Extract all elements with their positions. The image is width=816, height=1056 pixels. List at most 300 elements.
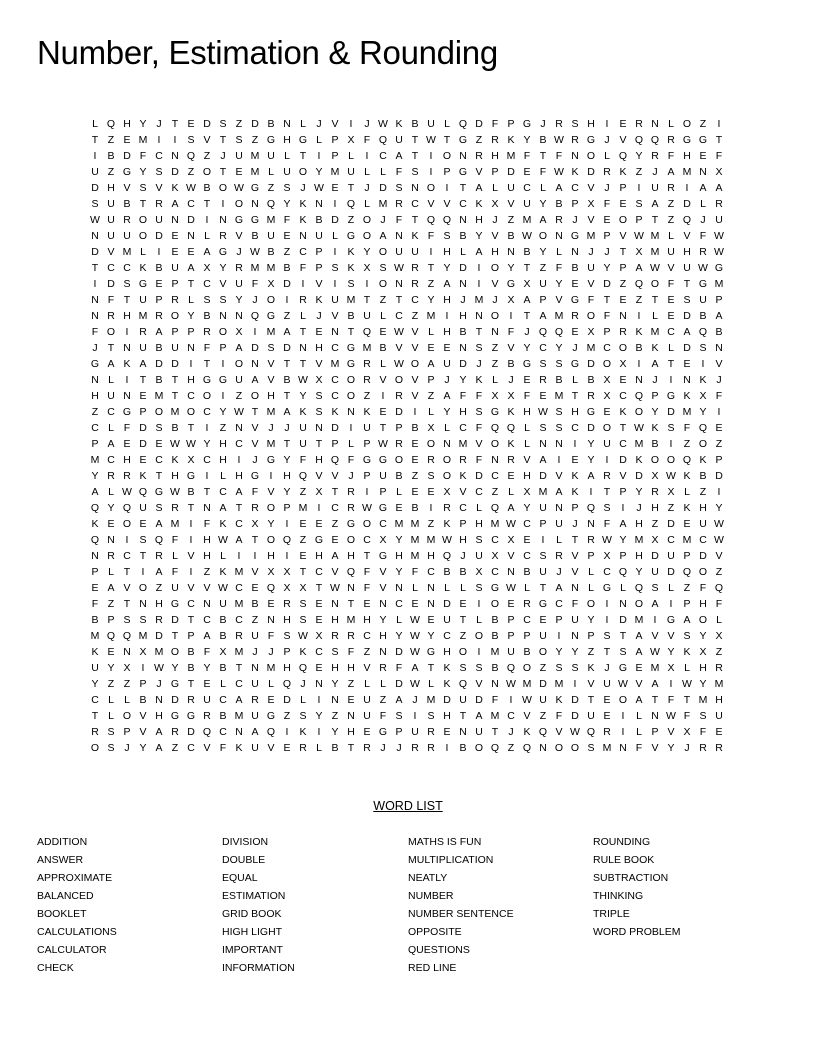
grid-letter: S: [619, 646, 627, 658]
grid-letter: E: [331, 534, 339, 546]
grid-letter: M: [634, 614, 644, 626]
grid-letter: P: [331, 438, 339, 450]
grid-letter: L: [364, 678, 370, 690]
grid-letter: U: [171, 342, 179, 354]
grid-letter: I: [381, 390, 385, 402]
grid-letter: L: [444, 582, 450, 594]
grid-letter: Y: [203, 438, 211, 450]
grid-letter: J: [604, 134, 610, 146]
grid-letter: J: [572, 214, 578, 226]
grid-letter: J: [540, 118, 546, 130]
grid-letter: U: [651, 566, 659, 578]
grid-letter: V: [651, 630, 659, 642]
grid-letter: L: [300, 118, 306, 130]
grid-letter: S: [459, 662, 467, 674]
grid-letter: B: [251, 598, 259, 610]
grid-letter: N: [491, 454, 499, 466]
grid-letter: R: [251, 694, 259, 706]
grid-letter: Y: [363, 246, 371, 258]
grid-letter: A: [715, 182, 723, 194]
grid-letter: L: [684, 486, 690, 498]
grid-letter: R: [427, 726, 435, 738]
grid-letter: K: [171, 182, 179, 194]
grid-letter: K: [139, 470, 147, 482]
grid-letter: K: [475, 198, 483, 210]
grid-letter: U: [251, 742, 259, 754]
grid-letter: Z: [587, 646, 595, 658]
grid-letter: Z: [539, 710, 547, 722]
grid-row: [87, 212, 729, 228]
grid-letter: F: [635, 742, 643, 754]
grid-letter: K: [299, 214, 307, 226]
grid-letter: G: [458, 166, 468, 178]
grid-letter: F: [91, 326, 99, 338]
grid-letter: V: [507, 198, 515, 210]
grid-letter: X: [235, 326, 243, 338]
grid-letter: R: [139, 326, 147, 338]
grid-letter: Y: [331, 678, 339, 690]
grid-letter: S: [667, 422, 675, 434]
grid-letter: D: [107, 278, 115, 290]
grid-letter: F: [395, 166, 403, 178]
grid-letter: G: [522, 358, 532, 370]
grid-letter: L: [124, 694, 130, 706]
grid-letter: O: [538, 646, 548, 658]
grid-letter: Y: [283, 198, 291, 210]
grid-letter: W: [554, 134, 564, 146]
grid-letter: L: [588, 566, 594, 578]
grid-letter: I: [509, 310, 513, 322]
grid-letter: U: [539, 566, 547, 578]
grid-letter: Y: [523, 342, 531, 354]
grid-letter: D: [187, 214, 195, 226]
grid-letter: A: [251, 374, 259, 386]
grid-letter: A: [635, 262, 643, 274]
grid-letter: Z: [539, 262, 547, 274]
grid-letter: N: [203, 598, 211, 610]
grid-letter: N: [395, 582, 403, 594]
grid-letter: X: [651, 534, 659, 546]
grid-letter: F: [683, 422, 691, 434]
grid-letter: G: [266, 310, 276, 322]
grid-letter: J: [252, 454, 258, 466]
grid-letter: M: [266, 326, 276, 338]
grid-letter: C: [315, 646, 323, 658]
grid-letter: E: [635, 662, 643, 674]
grid-letter: Q: [330, 454, 340, 466]
grid-letter: E: [155, 438, 163, 450]
grid-letter: U: [667, 550, 675, 562]
grid-letter: Y: [219, 406, 227, 418]
grid-letter: T: [187, 422, 195, 434]
grid-letter: M: [426, 310, 436, 322]
grid-letter: W: [650, 646, 660, 658]
grid-letter: A: [235, 694, 243, 706]
grid-letter: Z: [363, 390, 371, 402]
grid-letter: C: [619, 438, 627, 450]
grid-letter: U: [667, 246, 675, 258]
grid-letter: Y: [139, 166, 147, 178]
grid-letter: O: [362, 518, 372, 530]
grid-letter: X: [283, 582, 291, 594]
grid-letter: E: [139, 518, 147, 530]
grid-letter: J: [284, 422, 290, 434]
grid-letter: V: [491, 230, 499, 242]
grid-letter: H: [187, 374, 195, 386]
grid-letter: Q: [266, 726, 276, 738]
grid-letter: B: [155, 342, 163, 354]
grid-letter: C: [219, 726, 227, 738]
grid-letter: D: [283, 278, 291, 290]
grid-letter: O: [490, 310, 500, 322]
grid-letter: E: [363, 598, 371, 610]
grid-letter: I: [557, 454, 561, 466]
grid-letter: Y: [635, 150, 643, 162]
grid-letter: L: [556, 246, 562, 258]
grid-letter: O: [634, 406, 644, 418]
grid-letter: E: [315, 326, 323, 338]
grid-letter: V: [251, 566, 259, 578]
grid-letter: N: [347, 710, 355, 722]
grid-letter: U: [571, 614, 579, 626]
grid-letter: T: [203, 486, 211, 498]
grid-letter: H: [459, 406, 467, 418]
grid-row: [87, 660, 729, 676]
grid-letter: L: [108, 694, 114, 706]
grid-letter: Y: [587, 438, 595, 450]
grid-letter: M: [634, 438, 644, 450]
grid-letter: H: [443, 326, 451, 338]
grid-letter: U: [363, 694, 371, 706]
grid-letter: B: [187, 662, 195, 674]
grid-letter: Q: [506, 422, 516, 434]
grid-letter: Y: [635, 566, 643, 578]
grid-letter: K: [555, 694, 563, 706]
grid-letter: U: [459, 694, 467, 706]
grid-letter: V: [715, 550, 723, 562]
grid-letter: W: [714, 518, 724, 530]
grid-letter: H: [155, 598, 163, 610]
grid-letter: B: [155, 262, 163, 274]
grid-letter: D: [635, 470, 643, 482]
grid-letter: M: [410, 534, 420, 546]
grid-letter: R: [427, 454, 435, 466]
grid-letter: Y: [699, 678, 707, 690]
grid-letter: H: [267, 550, 275, 562]
grid-letter: H: [683, 150, 691, 162]
grid-letter: L: [716, 614, 722, 626]
grid-letter: Z: [299, 486, 307, 498]
grid-letter: H: [347, 662, 355, 674]
grid-letter: R: [107, 310, 115, 322]
grid-letter: W: [634, 422, 644, 434]
grid-letter: R: [619, 326, 627, 338]
grid-letter: T: [91, 134, 99, 146]
grid-letter: V: [267, 486, 275, 498]
grid-letter: S: [427, 470, 435, 482]
grid-letter: P: [619, 550, 627, 562]
grid-letter: N: [491, 326, 499, 338]
grid-letter: L: [668, 582, 674, 594]
grid-letter: L: [524, 438, 530, 450]
grid-letter: K: [683, 470, 691, 482]
grid-letter: E: [379, 326, 387, 338]
grid-letter: R: [299, 742, 307, 754]
grid-letter: P: [107, 614, 115, 626]
grid-letter: J: [524, 326, 530, 338]
grid-letter: H: [123, 454, 131, 466]
grid-letter: L: [428, 326, 434, 338]
grid-letter: O: [234, 198, 244, 210]
grid-letter: G: [602, 582, 612, 594]
grid-letter: D: [699, 550, 707, 562]
grid-letter: Q: [202, 726, 212, 738]
grid-letter: O: [538, 230, 548, 242]
grid-letter: K: [571, 470, 579, 482]
word-list-item: SUBTRACTION: [593, 872, 669, 884]
grid-letter: X: [667, 486, 675, 498]
grid-letter: S: [571, 118, 579, 130]
grid-letter: G: [378, 454, 388, 466]
grid-letter: L: [652, 310, 658, 322]
grid-letter: S: [187, 134, 195, 146]
grid-letter: Y: [283, 486, 291, 498]
grid-letter: V: [587, 182, 595, 194]
grid-letter: H: [395, 550, 403, 562]
grid-letter: H: [459, 310, 467, 322]
grid-letter: E: [603, 710, 611, 722]
grid-letter: N: [123, 390, 131, 402]
grid-letter: B: [155, 374, 163, 386]
grid-letter: C: [203, 614, 211, 626]
grid-row: [87, 228, 729, 244]
grid-letter: P: [91, 438, 99, 450]
grid-letter: W: [410, 630, 420, 642]
grid-letter: I: [621, 726, 625, 738]
word-list-item: APPROXIMATE: [37, 872, 113, 884]
grid-letter: Y: [699, 406, 707, 418]
grid-letter: K: [507, 134, 515, 146]
grid-letter: W: [186, 438, 196, 450]
grid-letter: P: [171, 326, 179, 338]
grid-letter: O: [362, 214, 372, 226]
word-list-item: ADDITION: [37, 836, 88, 848]
grid-letter: Q: [618, 150, 628, 162]
grid-letter: H: [699, 662, 707, 674]
grid-letter: S: [203, 294, 211, 306]
grid-letter: I: [205, 470, 209, 482]
grid-letter: U: [203, 694, 211, 706]
grid-letter: W: [442, 534, 452, 546]
grid-letter: D: [123, 150, 131, 162]
grid-letter: V: [619, 230, 627, 242]
grid-letter: P: [539, 294, 547, 306]
grid-letter: A: [411, 662, 419, 674]
grid-letter: I: [237, 550, 241, 562]
grid-letter: P: [187, 326, 195, 338]
grid-letter: C: [395, 598, 403, 610]
grid-letter: X: [683, 726, 691, 738]
grid-letter: X: [251, 518, 259, 530]
grid-letter: X: [315, 630, 323, 642]
grid-letter: E: [427, 342, 435, 354]
grid-letter: Z: [347, 678, 355, 690]
grid-letter: R: [379, 662, 387, 674]
grid-letter: I: [669, 438, 673, 450]
grid-letter: D: [91, 182, 99, 194]
grid-letter: T: [283, 358, 291, 370]
grid-letter: Z: [123, 678, 131, 690]
grid-letter: O: [266, 502, 276, 514]
grid-letter: S: [603, 502, 611, 514]
grid-letter: X: [283, 566, 291, 578]
grid-letter: C: [459, 198, 467, 210]
grid-letter: C: [203, 406, 211, 418]
grid-letter: E: [571, 454, 579, 466]
grid-letter: D: [155, 630, 163, 642]
grid-letter: D: [651, 550, 659, 562]
grid-letter: J: [364, 118, 370, 130]
grid-letter: V: [427, 198, 435, 210]
grid-letter: W: [634, 230, 644, 242]
grid-letter: W: [682, 678, 692, 690]
grid-letter: G: [570, 294, 580, 306]
grid-letter: I: [621, 502, 625, 514]
grid-letter: I: [285, 518, 289, 530]
grid-row: [87, 644, 729, 660]
grid-letter: A: [555, 582, 563, 594]
grid-letter: L: [540, 182, 546, 194]
grid-letter: C: [523, 518, 531, 530]
grid-letter: R: [603, 166, 611, 178]
grid-letter: I: [189, 534, 193, 546]
grid-letter: C: [555, 598, 563, 610]
grid-letter: U: [443, 614, 451, 626]
grid-letter: Z: [699, 118, 707, 130]
grid-letter: G: [346, 358, 356, 370]
grid-letter: C: [219, 486, 227, 498]
grid-letter: I: [333, 246, 337, 258]
grid-letter: C: [363, 630, 371, 642]
grid-letter: F: [171, 566, 179, 578]
grid-letter: P: [715, 454, 723, 466]
word-list-item: HIGH LIGHT: [222, 926, 283, 938]
grid-letter: W: [170, 486, 180, 498]
grid-letter: H: [171, 470, 179, 482]
grid-letter: T: [603, 294, 611, 306]
grid-letter: A: [155, 742, 163, 754]
grid-letter: P: [315, 246, 323, 258]
grid-letter: B: [491, 662, 499, 674]
page-title: Number, Estimation & Rounding: [37, 34, 498, 71]
grid-letter: T: [523, 310, 531, 322]
grid-letter: N: [459, 278, 467, 290]
grid-letter: H: [635, 518, 643, 530]
grid-letter: N: [91, 374, 99, 386]
grid-letter: P: [331, 134, 339, 146]
grid-letter: E: [395, 502, 403, 514]
grid-letter: D: [155, 230, 163, 242]
grid-letter: A: [475, 182, 483, 194]
grid-letter: T: [363, 550, 371, 562]
grid-letter: U: [331, 294, 339, 306]
grid-letter: I: [221, 358, 225, 370]
grid-letter: X: [219, 646, 227, 658]
grid-letter: A: [427, 358, 435, 370]
grid-letter: N: [299, 342, 307, 354]
grid-letter: Y: [219, 262, 227, 274]
grid-letter: U: [603, 678, 611, 690]
grid-letter: N: [171, 214, 179, 226]
grid-letter: V: [571, 550, 579, 562]
grid-letter: M: [650, 230, 660, 242]
grid-letter: X: [187, 454, 195, 466]
grid-letter: L: [380, 310, 386, 322]
grid-letter: G: [682, 134, 692, 146]
grid-letter: U: [235, 278, 243, 290]
grid-letter: N: [91, 550, 99, 562]
grid-letter: N: [395, 230, 403, 242]
grid-letter: X: [427, 422, 435, 434]
grid-letter: T: [171, 118, 179, 130]
grid-letter: T: [347, 182, 355, 194]
grid-letter: L: [108, 710, 114, 722]
grid-row: [87, 196, 729, 212]
grid-letter: L: [108, 374, 114, 386]
grid-letter: R: [235, 630, 243, 642]
grid-letter: B: [571, 262, 579, 274]
grid-letter: W: [714, 230, 724, 242]
grid-letter: U: [443, 358, 451, 370]
grid-letter: N: [379, 598, 387, 610]
grid-letter: U: [475, 726, 483, 738]
grid-letter: A: [475, 246, 483, 258]
grid-letter: H: [635, 550, 643, 562]
grid-letter: I: [717, 486, 721, 498]
grid-letter: S: [299, 614, 307, 626]
grid-letter: Q: [506, 662, 516, 674]
grid-letter: V: [219, 278, 227, 290]
grid-letter: K: [683, 390, 691, 402]
grid-letter: H: [699, 502, 707, 514]
grid-letter: Z: [251, 134, 259, 146]
grid-letter: S: [299, 710, 307, 722]
grid-letter: O: [458, 646, 468, 658]
grid-letter: G: [378, 726, 388, 738]
grid-letter: F: [267, 630, 275, 642]
grid-letter: C: [427, 566, 435, 578]
grid-letter: U: [107, 230, 115, 242]
word-list-item: GRID BOOK: [222, 908, 282, 920]
grid-letter: J: [380, 214, 386, 226]
grid-letter: O: [346, 390, 356, 402]
grid-letter: M: [554, 390, 564, 402]
grid-letter: V: [139, 710, 147, 722]
grid-letter: I: [669, 678, 673, 690]
grid-letter: Y: [379, 614, 387, 626]
grid-letter: E: [619, 294, 627, 306]
grid-letter: F: [555, 710, 563, 722]
grid-letter: O: [394, 374, 404, 386]
grid-letter: U: [139, 342, 147, 354]
grid-letter: Q: [346, 566, 356, 578]
grid-letter: G: [378, 550, 388, 562]
grid-letter: D: [171, 614, 179, 626]
grid-letter: A: [251, 726, 259, 738]
grid-letter: L: [348, 150, 354, 162]
grid-letter: Q: [442, 550, 452, 562]
word-list-item: NEATLY: [408, 872, 448, 884]
